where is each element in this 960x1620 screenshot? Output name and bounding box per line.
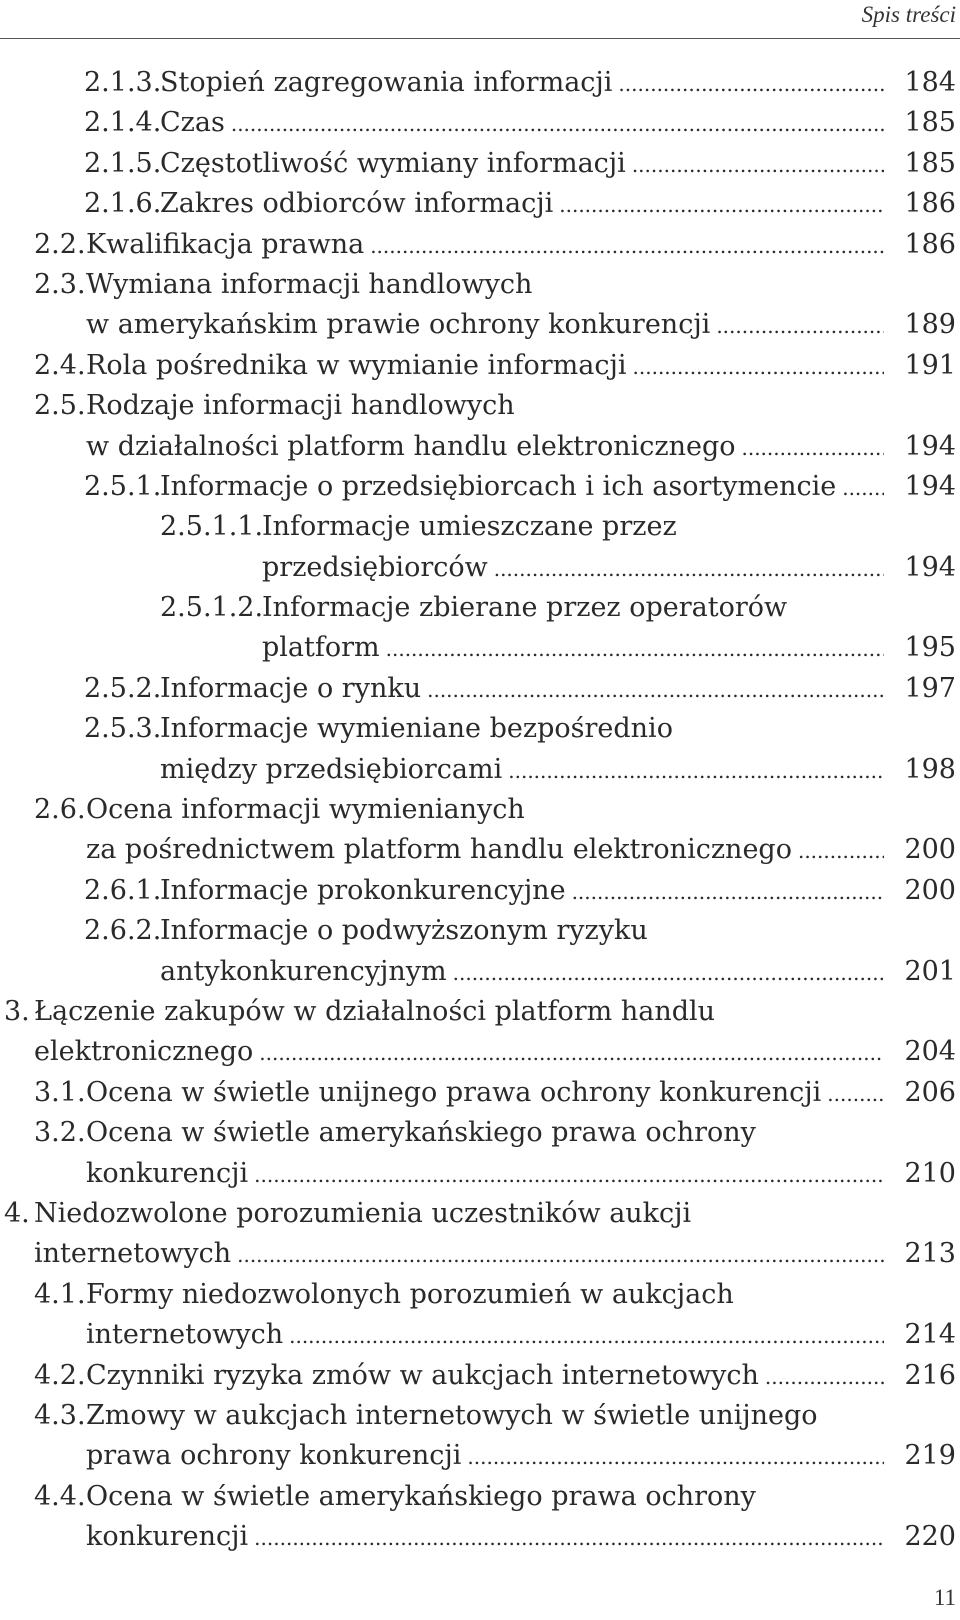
- toc-entry-line: [0, 427, 960, 467]
- toc-entry-line: [0, 1477, 960, 1517]
- toc-entry-line: [0, 1032, 960, 1072]
- toc-leader-dots: [254, 1518, 884, 1558]
- toc-entry-line: [0, 1154, 960, 1194]
- toc-entry-title: Ocena w świetle amerykańskiego prawa ochrony: [86, 1480, 756, 1512]
- toc-entry: [0, 1356, 960, 1396]
- toc-entry-title: Informacje wymieniane bezpośrednio: [160, 713, 673, 745]
- toc-entry-line: [0, 1356, 960, 1396]
- toc-entry-number: 2.5.1.: [84, 470, 162, 502]
- toc-entry-line: [0, 871, 960, 911]
- toc-entry-line: [0, 467, 960, 507]
- toc-entry-number: 2.1.3.: [84, 67, 162, 98]
- toc-entry-line: [0, 346, 960, 386]
- toc-leader-dots: [254, 1155, 884, 1195]
- toc-entry-line: [0, 1194, 960, 1234]
- toc-leader-dots: [467, 1437, 884, 1477]
- toc-entry-title: antykonkurencyjnym: [160, 955, 447, 987]
- toc-entry-line: [0, 548, 960, 588]
- toc-entry-title: platform: [262, 632, 380, 664]
- toc-entry-title: w amerykańskim prawie ochrony konkurencji: [86, 309, 711, 341]
- toc-entry: [0, 386, 960, 467]
- toc-entry-title: Czynniki ryzyka zmów w aukcjach internetowych: [86, 1359, 759, 1391]
- toc-page-number[interactable]: 185: [904, 107, 956, 139]
- toc-entry-line: [0, 1275, 960, 1315]
- toc-entry-title: Łączenie zakupów w działalności platform handlu: [34, 995, 716, 1027]
- toc-leader-dots: [370, 226, 884, 266]
- toc-entry-number: 3.1.: [34, 1076, 86, 1108]
- toc-entry: [0, 63, 960, 103]
- toc-entry-number: 2.3.: [34, 268, 86, 300]
- toc-entry-title: Niedozwolone porozumienia uczestników aukcji: [34, 1197, 692, 1229]
- toc-page-number[interactable]: 194: [904, 551, 956, 583]
- toc-entry-line: [0, 952, 960, 992]
- toc-entry: [0, 1275, 960, 1356]
- toc-entry-number: 2.6.: [34, 794, 86, 826]
- toc-entry-title: Formy niedozwolonych porozumień w aukcjach: [86, 1278, 734, 1310]
- toc-page-number[interactable]: 220: [904, 1521, 956, 1553]
- toc-entry: [0, 467, 960, 507]
- toc-entry-number: 4.: [4, 1197, 30, 1229]
- toc-entry: [0, 588, 960, 669]
- toc-entry-title: Ocena informacji wymienianych: [86, 794, 525, 826]
- toc-page-number[interactable]: 219: [904, 1440, 956, 1472]
- toc-entry-title: Rola pośrednika w wymianie informacji: [86, 349, 627, 381]
- toc-entry-title: Informacje prokonkurencyjne: [160, 874, 566, 906]
- toc-entry-title: Kwalifikacja prawna: [86, 228, 365, 260]
- toc-entry: [0, 184, 960, 224]
- toc-leader-dots: [289, 1316, 884, 1356]
- toc-entry-line: [0, 305, 960, 345]
- toc-entry-number: 3.2.: [34, 1117, 86, 1149]
- toc-entry-title: internetowych: [34, 1238, 232, 1270]
- toc-entry-line: [0, 911, 960, 951]
- toc-entry-number: 2.2.: [34, 228, 86, 260]
- toc-leader-dots: [508, 751, 884, 791]
- toc-entry-line: [0, 750, 960, 790]
- toc-entry-line: [0, 144, 960, 184]
- toc-page-number[interactable]: 197: [904, 672, 956, 704]
- toc-page-number[interactable]: 191: [904, 349, 956, 381]
- toc-entry-line: [0, 669, 960, 709]
- toc-entry-number: 4.4.: [34, 1480, 86, 1512]
- toc-entry-number: 2.6.1.: [84, 874, 162, 906]
- toc-entry-number: 2.1.6.: [84, 188, 162, 220]
- toc-entry-title: Informacje o przedsiębiorcach i ich asortymencie: [160, 470, 837, 502]
- toc-entry-line: [0, 1396, 960, 1436]
- toc-entry-title: internetowych: [86, 1319, 284, 1351]
- toc-entry-title: Zmowy w aukcjach internetowych w świetle unijnego: [86, 1399, 818, 1431]
- toc-entry-line: [0, 1113, 960, 1153]
- toc-leader-dots: [827, 1074, 884, 1114]
- table-of-contents: [0, 63, 960, 1557]
- toc-entry: [0, 346, 960, 386]
- toc-leader-dots: [231, 104, 884, 144]
- toc-entry-number: 4.2.: [34, 1359, 86, 1391]
- toc-page-number[interactable]: 185: [904, 147, 956, 179]
- toc-entry-title: konkurencji: [86, 1521, 249, 1553]
- toc-page-number[interactable]: 216: [904, 1359, 956, 1391]
- toc-entry: [0, 144, 960, 184]
- toc-entry-title: Czas: [160, 107, 225, 139]
- toc-entry: [0, 1194, 960, 1275]
- toc-entry-number: 2.5.1.2.: [160, 592, 264, 624]
- toc-leader-dots: [618, 64, 884, 104]
- toc-leader-dots: [632, 145, 884, 185]
- toc-entry: [0, 1113, 960, 1194]
- toc-entry-title: Częstotliwość wymiany informacji: [160, 147, 626, 179]
- toc-entry-line: [0, 790, 960, 830]
- toc-entry-number: 2.1.5.: [84, 147, 162, 179]
- toc-entry-title: elektronicznego: [34, 1036, 254, 1068]
- toc-entry: [0, 225, 960, 265]
- toc-entry-title: przedsiębiorców: [262, 551, 488, 583]
- toc-entry-title: Informacje zbierane przez operatorów: [262, 592, 788, 624]
- toc-entry-title: Ocena w świetle unijnego prawa ochrony konkurencji: [86, 1076, 822, 1108]
- toc-entry-line: [0, 1436, 960, 1476]
- toc-entry-number: 4.3.: [34, 1399, 86, 1431]
- toc-page-number[interactable]: 210: [904, 1157, 956, 1189]
- toc-page-number[interactable]: 198: [904, 753, 956, 785]
- toc-entry-number: 2.1.4.: [84, 107, 162, 139]
- toc-leader-dots: [259, 1033, 884, 1073]
- toc-entry-line: [0, 386, 960, 426]
- toc-entry-line: [0, 265, 960, 305]
- toc-entry-line: [0, 1315, 960, 1355]
- toc-leader-dots: [453, 953, 884, 993]
- toc-leader-dots: [572, 872, 884, 912]
- toc-entry: [0, 265, 960, 346]
- toc-entry-line: [0, 1073, 960, 1113]
- toc-entry-number: 2.6.2.: [84, 915, 162, 947]
- toc-page-number[interactable]: 186: [904, 188, 956, 220]
- toc-entry-title: Zakres odbiorców informacji: [160, 188, 554, 220]
- toc-leader-dots: [237, 1235, 884, 1275]
- toc-entry-line: [0, 103, 960, 143]
- toc-entry-number: 4.1.: [34, 1278, 86, 1310]
- toc-entry-title: konkurencji: [86, 1157, 249, 1189]
- toc-entry-number: 3.: [4, 995, 30, 1027]
- toc-entry: [0, 507, 960, 588]
- toc-entry-title: prawa ochrony konkurencji: [86, 1440, 462, 1472]
- toc-entry-line: [0, 63, 960, 103]
- toc-entry-line: [0, 992, 960, 1032]
- toc-page-number[interactable]: 206: [904, 1076, 956, 1108]
- toc-page-number[interactable]: 194: [904, 430, 956, 462]
- toc-entry: [0, 709, 960, 790]
- toc-leader-dots: [798, 831, 884, 871]
- toc-entry-title: Stopień zagregowania informacji: [160, 67, 613, 98]
- toc-leader-dots: [765, 1357, 884, 1397]
- toc-entry-line: [0, 184, 960, 224]
- toc-entry: [0, 1073, 960, 1113]
- toc-entry: [0, 1477, 960, 1558]
- toc-page-number[interactable]: 195: [904, 632, 956, 664]
- toc-entry-number: 2.5.3.: [84, 713, 162, 745]
- toc-entry-number: 2.5.2.: [84, 672, 162, 704]
- toc-page-number[interactable]: 186: [904, 228, 956, 260]
- toc-entry-title: Rodzaje informacji handlowych: [86, 390, 515, 422]
- toc-entry-title: między przedsiębiorcami: [160, 753, 503, 785]
- toc-entry: [0, 103, 960, 143]
- toc-leader-dots: [559, 185, 884, 225]
- toc-entry-number: 2.5.: [34, 390, 86, 422]
- page-number: 11: [933, 1585, 956, 1610]
- toc-entry-title: Informacje o rynku: [160, 672, 422, 704]
- toc-entry-line: [0, 1234, 960, 1274]
- toc-leader-dots: [716, 306, 884, 346]
- toc-page-number[interactable]: 189: [904, 309, 956, 341]
- toc-page-number[interactable]: 213: [904, 1238, 956, 1270]
- running-head: Spis treści: [861, 2, 956, 27]
- toc-entry-line: [0, 1517, 960, 1557]
- toc-page-number[interactable]: 200: [904, 874, 956, 906]
- toc-page-number[interactable]: 201: [904, 955, 956, 987]
- toc-entry-title: za pośrednictwem platform handlu elektronicznego: [86, 834, 792, 866]
- toc-entry-line: [0, 225, 960, 265]
- toc-entry: [0, 911, 960, 992]
- toc-page-number[interactable]: 184: [904, 67, 956, 98]
- toc-leader-dots: [386, 629, 884, 669]
- toc-leader-dots: [842, 468, 884, 508]
- toc-leader-dots: [741, 428, 884, 468]
- toc-entry-line: [0, 830, 960, 870]
- toc-entry-line: [0, 628, 960, 668]
- toc-entry-line: [0, 507, 960, 547]
- toc-page-number[interactable]: 214: [904, 1319, 956, 1351]
- toc-entry: [0, 790, 960, 871]
- toc-entry-line: [0, 709, 960, 749]
- toc-page-number[interactable]: 204: [904, 1036, 956, 1068]
- toc-page-number[interactable]: 200: [904, 834, 956, 866]
- toc-leader-dots: [633, 347, 884, 387]
- toc-entry-title: w działalności platform handlu elektronicznego: [86, 430, 736, 462]
- toc-entry: [0, 871, 960, 911]
- toc-entry-number: 2.5.1.1.: [160, 511, 264, 543]
- toc-leader-dots: [427, 670, 884, 710]
- toc-entry-title: Ocena w świetle amerykańskiego prawa ochrony: [86, 1117, 756, 1149]
- toc-entry-line: [0, 588, 960, 628]
- toc-entry: [0, 1396, 960, 1477]
- header-rule: [0, 38, 960, 39]
- toc-page-number[interactable]: 194: [904, 470, 956, 502]
- toc-entry-title: Informacje umieszczane przez: [262, 511, 677, 543]
- toc-entry: [0, 992, 960, 1073]
- toc-entry-number: 2.4.: [34, 349, 86, 381]
- toc-leader-dots: [494, 549, 884, 589]
- toc-entry-title: Informacje o podwyższonym ryzyku: [160, 915, 648, 947]
- toc-entry-title: Wymiana informacji handlowych: [86, 268, 533, 300]
- toc-entry: [0, 669, 960, 709]
